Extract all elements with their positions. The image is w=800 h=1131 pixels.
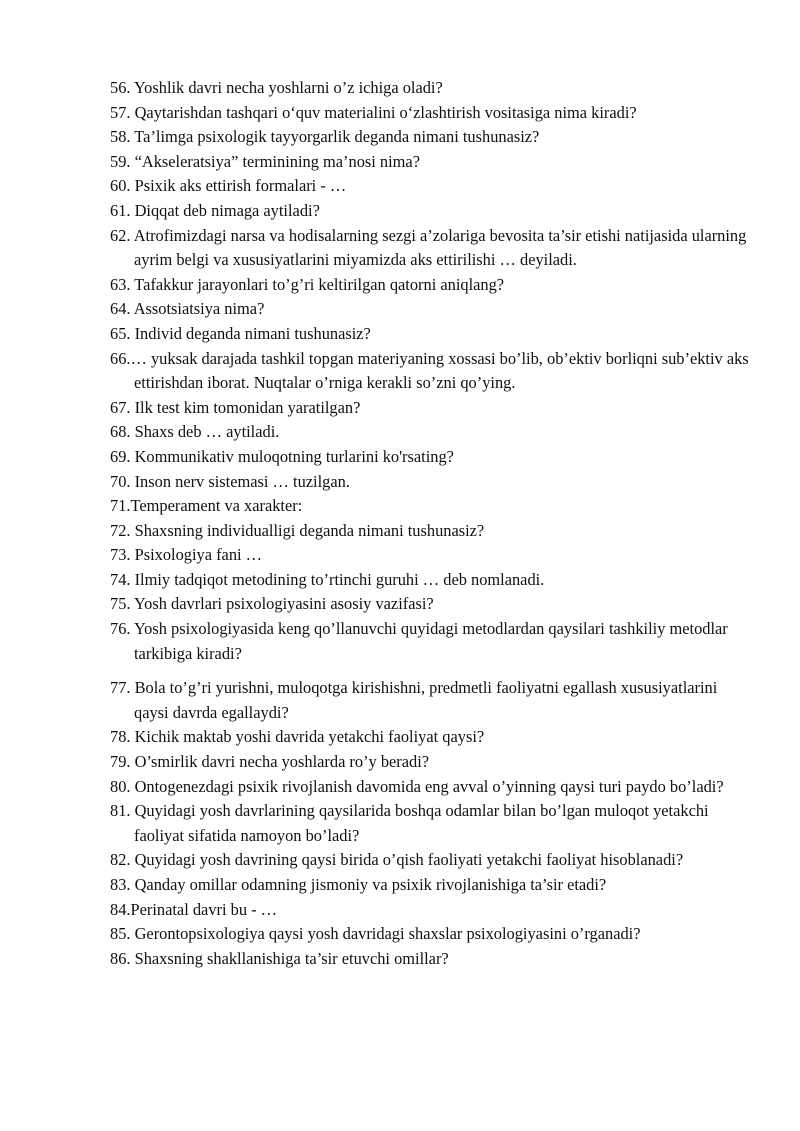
question-text: Psixologiya fani … xyxy=(130,545,263,565)
question-text: Kommunikativ muloqotning turlarini ko'rsating? xyxy=(130,446,454,466)
question-text: Yosh davrlari psixologiyasini asosiy vazifasi? xyxy=(130,594,434,614)
question-item xyxy=(110,750,750,775)
question-text: O’smirlik davri necha yoshlarda ro’y beradi? xyxy=(130,752,430,772)
question-number: 84. xyxy=(110,899,131,919)
question-number: 75. xyxy=(110,594,131,614)
question-number: 71. xyxy=(110,496,131,516)
question-item xyxy=(110,174,750,199)
question-number: 82. xyxy=(110,850,131,870)
question-text: Individ deganda nimani tushunasiz? xyxy=(130,323,371,343)
question-item xyxy=(110,224,750,273)
question-number: 62. xyxy=(110,225,131,245)
question-number: 83. xyxy=(110,875,131,894)
question-number: 57. xyxy=(110,102,131,122)
question-number: 81. xyxy=(110,801,131,821)
question-text: Kichik maktab yoshi davrida yetakchi faoliyat qaysi? xyxy=(130,727,485,747)
question-text: Perinatal davri bu - … xyxy=(130,899,278,919)
question-number: 73. xyxy=(110,545,131,565)
question-item xyxy=(110,799,750,848)
question-number: 76. xyxy=(110,619,131,639)
question-number: 66. xyxy=(110,348,131,368)
question-number: 61. xyxy=(110,200,131,220)
question-item xyxy=(110,125,750,150)
question-item xyxy=(110,568,750,593)
question-text: Shaxs deb … aytiladi. xyxy=(130,422,280,442)
question-text: Atrofimizdagi narsa va hodisalarning sezgi a’zolariga bevosita ta’sir etishi natijasida ularning ayrim belgi va xususiyatlarini miyamizda aks ettirilishi … deyiladi. xyxy=(130,225,747,270)
question-number: 60. xyxy=(110,176,131,196)
question-item xyxy=(110,420,750,445)
question-text: Shaxsning shakllanishiga ta’sir etuvchi omillar? xyxy=(130,948,449,968)
question-number: 86. xyxy=(110,948,131,968)
question-item xyxy=(110,297,750,322)
question-number: 70. xyxy=(110,471,131,491)
question-text: Yosh psixologiyasida keng qo’llanuvchi quyidagi metodlardan qaysilari tashkiliy metodlar tarkibiga kiradi? xyxy=(130,619,728,663)
question-number: 64. xyxy=(110,299,131,319)
question-text: Diqqat deb nimaga aytiladi? xyxy=(130,200,320,220)
question-number: 77. xyxy=(110,678,131,698)
question-number: 58. xyxy=(110,127,131,147)
question-item xyxy=(110,725,750,750)
question-item xyxy=(110,676,750,725)
question-item xyxy=(110,396,750,421)
question-number: 68. xyxy=(110,422,131,442)
question-text: Ta’limga psixologik tayyorgarlik deganda nimani tushunasiz? xyxy=(130,127,540,147)
question-text: Bola to’g’ri yurishni, muloqotga kirishishni, predmetli faoliyatni egallash xususiyatlarini qaysi davrda egallaydi? xyxy=(130,678,718,722)
question-text: Yoshlik davri necha yoshlarni o’z ichiga oladi? xyxy=(130,78,443,97)
question-item xyxy=(110,273,750,298)
question-text: Ontogenezdagi psixik rivojlanish davomida eng avval o’yinning qaysi turi paydo bo’ladi? xyxy=(130,776,724,796)
question-item xyxy=(110,322,750,347)
question-number: 72. xyxy=(110,520,131,540)
question-text: … yuksak darajada tashkil topgan materiyaning xossasi bo’lib, ob’ektiv borliqni sub’ektiv aks ettirishdan iborat. Nuqtalar o’rniga kerakli so’zni qo’ying. xyxy=(130,348,749,393)
question-text: Assotsiatsiya nima? xyxy=(130,299,265,319)
question-text: Temperament va xarakter: xyxy=(130,496,303,516)
question-item xyxy=(110,873,750,898)
question-number: 65. xyxy=(110,323,131,343)
question-text: Gerontopsixologiya qaysi yosh davridagi shaxslar psixologiyasini o’rganadi? xyxy=(130,924,641,944)
question-number: 56. xyxy=(110,78,131,97)
question-text: Psixik aks ettirish formalari - … xyxy=(130,176,347,196)
question-item xyxy=(110,470,750,495)
question-text: Tafakkur jarayonlari to’g’ri keltirilgan qatorni aniqlang? xyxy=(130,274,505,294)
question-item xyxy=(110,199,750,224)
question-number: 63. xyxy=(110,274,131,294)
question-item xyxy=(110,519,750,544)
question-item xyxy=(110,101,750,126)
question-text: Ilmiy tadqiqot metodining to’rtinchi guruhi … deb nomlanadi. xyxy=(130,569,545,589)
question-text: Quyidagi yosh davrining qaysi birida o’qish faoliyati yetakchi faoliyat hisoblanadi? xyxy=(130,850,684,870)
question-number: 59. xyxy=(110,151,131,171)
question-text: Qanday omillar odamning jismoniy va psixik rivojlanishiga ta’sir etadi? xyxy=(130,875,607,894)
question-item xyxy=(110,445,750,470)
question-number: 79. xyxy=(110,752,131,772)
question-item xyxy=(110,617,750,666)
question-item xyxy=(110,848,750,873)
question-item xyxy=(110,898,750,923)
question-item xyxy=(110,347,750,396)
question-text: Quyidagi yosh davrlarining qaysilarida boshqa odamlar bilan bo’lgan muloqot yetakchi faoliyat sifatida namoyon bo’ladi? xyxy=(130,801,709,845)
question-item xyxy=(110,922,750,947)
question-number: 67. xyxy=(110,397,131,417)
question-text: Shaxsning individualligi deganda nimani tushunasiz? xyxy=(130,520,485,540)
question-number: 74. xyxy=(110,569,131,589)
question-item xyxy=(110,494,750,519)
question-item xyxy=(110,947,750,972)
question-text: Inson nerv sistemasi … tuzilgan. xyxy=(130,471,350,491)
question-item xyxy=(110,543,750,568)
question-item xyxy=(110,775,750,800)
question-text: Qaytarishdan tashqari o‘quv materialini o‘zlashtirish vositasiga nima kiradi? xyxy=(130,102,637,122)
question-item xyxy=(110,76,750,101)
question-list xyxy=(110,76,750,971)
question-number: 78. xyxy=(110,727,131,747)
question-number: 80. xyxy=(110,776,131,796)
question-item xyxy=(110,150,750,175)
question-number: 69. xyxy=(110,446,131,466)
question-text: “Akseleratsiya” terminining ma’nosi nima? xyxy=(130,151,420,171)
question-item xyxy=(110,592,750,617)
question-text: Ilk test kim tomonidan yaratilgan? xyxy=(130,397,361,417)
question-number: 85. xyxy=(110,924,131,944)
